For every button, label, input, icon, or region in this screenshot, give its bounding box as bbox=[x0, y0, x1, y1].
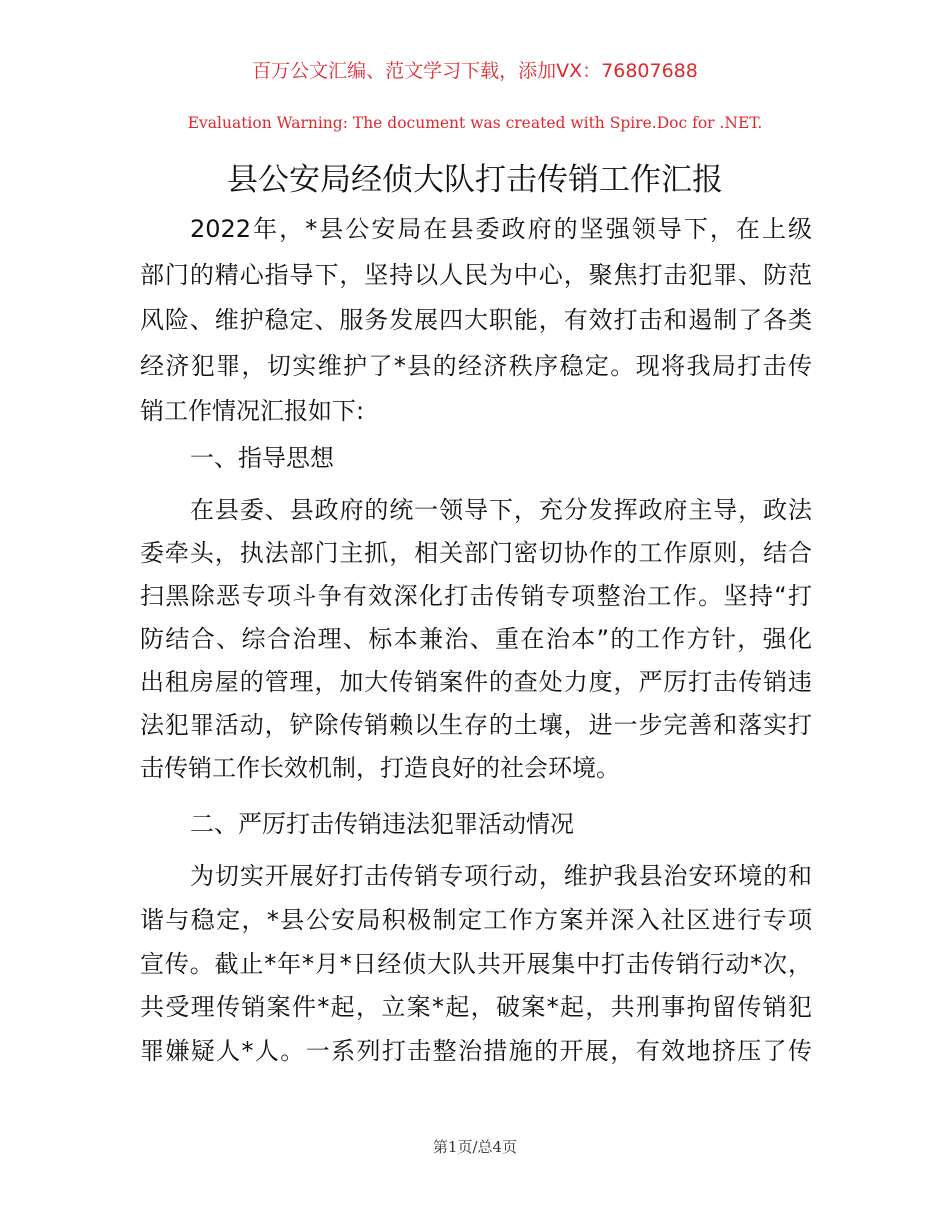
paragraph-intro bbox=[140, 207, 812, 435]
paragraph-line: 罪嫌疑人*人。一系列打击整治措施的开展，有效地挤压了传 bbox=[140, 1037, 812, 1066]
paragraph-line: 共受理传销案件*起，立案*起，破案*起，共刑事拘留传销犯 bbox=[140, 993, 812, 1022]
paragraph-line: 在县委、县政府的统一领导下，充分发挥政府主导，政法 bbox=[190, 496, 812, 524]
paragraph-line: 风险、维护稳定、服务发展四大职能，有效打击和遏制了各类 bbox=[140, 306, 812, 334]
page-indicator: 第1页/总4页 bbox=[432, 1138, 518, 1156]
paragraph-line: 委牵头，执法部门主抓，相关部门密切协作的工作原则，结合 bbox=[140, 539, 812, 567]
paragraph-guiding-ideology bbox=[140, 489, 812, 790]
paragraph-line: 法犯罪活动，铲除传销赖以生存的土壤，进一步完善和落实打 bbox=[140, 711, 812, 739]
paragraph-line: 销工作情况汇报如下: bbox=[140, 397, 365, 425]
evaluation-warning: Evaluation Warning: The document was created with Spire.Doc for .NET. bbox=[187, 114, 763, 132]
paragraph-line: 扫黑除恶专项斗争有效深化打击传销专项整治工作。坚持“打 bbox=[140, 582, 812, 610]
paragraph-line: 出租房屋的管理，加大传销案件的查处力度，严厉打击传销违 bbox=[140, 668, 812, 696]
ad-banner-text: 百万公文汇编、范文学习下载，添加VX：76807688 bbox=[252, 60, 698, 82]
paragraph-crackdown bbox=[140, 855, 812, 1074]
section-heading-crackdown: 二、严厉打击传销违法犯罪活动情况 bbox=[190, 810, 574, 838]
paragraph-line: 谐与稳定，*县公安局积极制定工作方案并深入社区进行专项 bbox=[140, 905, 812, 934]
paragraph-line: 经济犯罪，切实维护了*县的经济秩序稳定。现将我局打击传 bbox=[140, 351, 812, 380]
paragraph-line: 宣传。截止*年*月*日经侦大队共开展集中打击传销行动*次， bbox=[140, 949, 812, 978]
paragraph-line: 部门的精心指导下，坚持以人民为中心，聚焦打击犯罪、防范 bbox=[140, 260, 812, 289]
section-heading-guiding-ideology: 一、指导思想 bbox=[190, 444, 334, 472]
paragraph-line: 2022年，*县公安局在县委政府的坚强领导下，在上级 bbox=[190, 215, 812, 243]
paragraph-line: 防结合、综合治理、标本兼治、重在治本”的工作方针，强化 bbox=[140, 625, 812, 653]
paragraph-line: 为切实开展好打击传销专项行动，维护我县治安环境的和 bbox=[190, 862, 812, 890]
paragraph-line: 击传销工作长效机制，打造良好的社会环境。 bbox=[140, 754, 620, 782]
document-title: 县公安局经侦大队打击传销工作汇报 bbox=[227, 162, 723, 198]
